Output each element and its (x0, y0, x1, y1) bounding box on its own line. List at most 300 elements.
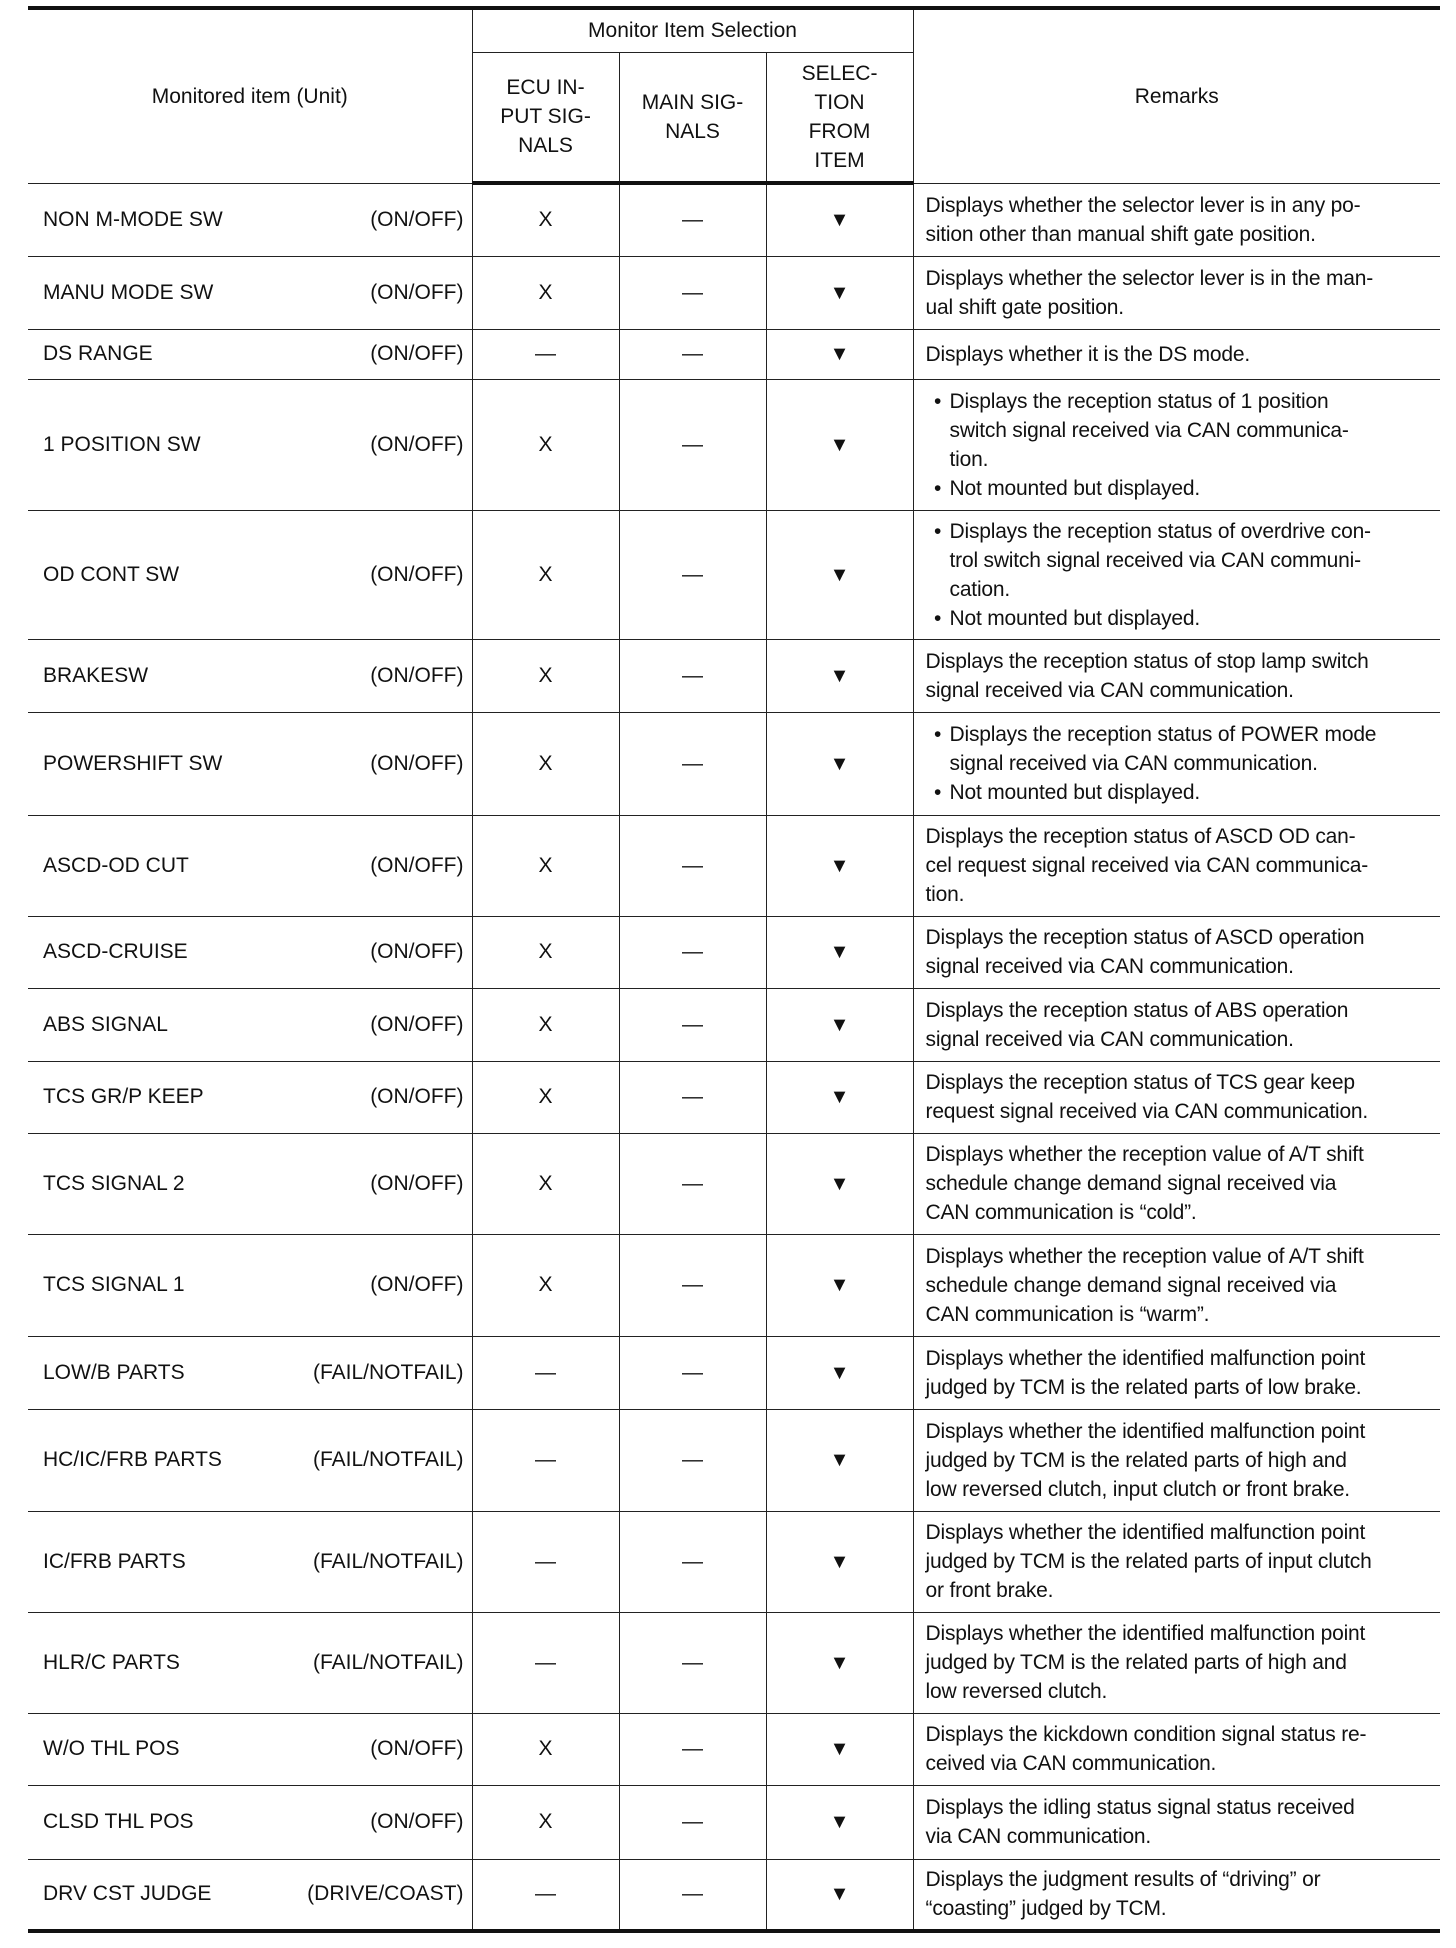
ecu-input-signal-cell: X (472, 916, 619, 988)
table-row (28, 639, 1440, 712)
selection-from-item-cell (766, 1061, 913, 1133)
item-wrap (43, 433, 464, 457)
table-row (28, 510, 1440, 639)
main-signal-cell: — (619, 329, 766, 379)
header-line: MAIN SIG- (641, 90, 744, 114)
ecu-input-signal-cell: X (472, 1133, 619, 1234)
ecu-input-signal-cell: — (472, 1409, 619, 1511)
selection-from-item-cell (766, 1409, 913, 1511)
ecu-input-signal-cell: X (472, 712, 619, 815)
selection-from-item-cell (766, 183, 913, 256)
item-unit: (FAIL/NOTFAIL) (312, 1360, 464, 1384)
bullet-item (926, 517, 1434, 604)
main-signal-cell: — (619, 1785, 766, 1859)
item-name: HLR/C PARTS (43, 1650, 180, 1674)
item-unit: (ON/OFF) (370, 853, 464, 877)
table-row (28, 256, 1440, 329)
item-wrap (43, 664, 464, 688)
item-name: ASCD-CRUISE (43, 940, 188, 963)
monitored-item-cell (28, 988, 472, 1061)
main-signal-cell: — (619, 510, 766, 639)
remark-line: Not mounted but displayed. (949, 476, 1200, 500)
ecu-input-signal-cell: — (472, 329, 619, 379)
remarks-cell (913, 712, 1440, 815)
remark-paragraph (926, 1793, 1434, 1851)
selection-from-item-cell (766, 379, 913, 510)
remark-text (926, 264, 1434, 322)
item-unit: (ON/OFF) (370, 1810, 464, 1833)
remark-paragraph (926, 340, 1434, 369)
remark-text (926, 822, 1434, 909)
down-triangle-icon: ▼ (829, 1274, 850, 1296)
remarks-cell (913, 1133, 1440, 1234)
remark-line: tion. (925, 883, 965, 906)
remark-line: tion. (949, 447, 989, 471)
remark-paragraph (926, 822, 1434, 909)
remarks-cell (913, 1409, 1440, 1511)
remarks-cell (913, 510, 1440, 639)
header-selection-from-item (766, 52, 913, 183)
remark-text (926, 1865, 1434, 1923)
table-row (28, 988, 1440, 1061)
item-wrap (43, 1651, 464, 1675)
remarks-cell (913, 256, 1440, 329)
table-row (28, 183, 1440, 256)
remark-text (950, 387, 1349, 474)
down-triangle-icon: ▼ (829, 1883, 850, 1906)
item-unit: (ON/OFF) (370, 1737, 464, 1760)
remark-text (950, 720, 1377, 778)
remark-text (926, 923, 1434, 981)
ecu-input-signal-cell: — (472, 1859, 619, 1931)
remark-text (926, 1242, 1434, 1329)
ecu-input-signal-cell: X (472, 639, 619, 712)
main-signal-cell: — (619, 256, 766, 329)
item-name: CLSD THL POS (43, 1810, 194, 1833)
remark-line: judged by TCM is the related parts of high and (925, 1448, 1347, 1472)
item-unit: (FAIL/NOTFAIL) (312, 1549, 464, 1573)
main-signal-cell: — (619, 1511, 766, 1612)
item-name: TCS GR/P KEEP (43, 1085, 204, 1108)
item-wrap (43, 1448, 464, 1472)
remark-line: cation. (949, 577, 1011, 601)
remark-text (926, 1068, 1434, 1126)
main-signal-cell: — (619, 1859, 766, 1931)
item-name: BRAKESW (43, 663, 149, 687)
remark-paragraph (926, 1619, 1434, 1706)
main-signal-cell: — (619, 183, 766, 256)
remark-line: signal received via CAN communication. (925, 678, 1294, 702)
item-wrap (43, 854, 464, 878)
remark-line: judged by TCM is the related parts of low brake. (925, 1375, 1362, 1399)
remark-line: Displays the reception status of TCS gear keep (925, 1071, 1355, 1094)
monitored-item-cell (28, 1336, 472, 1409)
selection-from-item-cell (766, 639, 913, 712)
remark-line: Displays the reception status of ASCD OD can- (925, 825, 1356, 848)
monitor-item-table (28, 6, 1440, 1933)
remarks-cell (913, 329, 1440, 379)
selection-from-item-cell (766, 988, 913, 1061)
item-name: 1 POSITION SW (43, 432, 201, 456)
monitored-item-cell (28, 1713, 472, 1785)
remark-line: Displays the reception status of ABS operation (925, 998, 1349, 1022)
selection-from-item-cell (766, 1133, 913, 1234)
remark-line: Displays whether the selector lever is in the man- (925, 266, 1374, 290)
remark-paragraph (926, 996, 1434, 1054)
main-signal-cell: — (619, 712, 766, 815)
remark-paragraph (926, 264, 1434, 322)
remark-text (926, 340, 1434, 369)
header-ecu-input-signals (472, 52, 619, 183)
item-wrap (43, 342, 464, 366)
main-signal-cell: — (619, 1409, 766, 1511)
item-wrap (43, 1273, 464, 1297)
down-triangle-icon: ▼ (829, 563, 850, 586)
ecu-input-signal-cell: — (472, 1612, 619, 1713)
remark-line: or front brake. (925, 1579, 1054, 1602)
remark-paragraph (926, 647, 1434, 705)
remarks-cell (913, 639, 1440, 712)
remark-paragraph (926, 1518, 1434, 1605)
remarks-cell (913, 988, 1440, 1061)
item-unit: (ON/OFF) (370, 432, 464, 456)
remark-text (926, 1140, 1434, 1227)
remark-paragraph (926, 1140, 1434, 1227)
remark-line: Displays whether it is the DS mode. (925, 342, 1250, 366)
remark-paragraph (926, 1720, 1434, 1778)
header-line: NALS (665, 119, 720, 143)
table-row (28, 1133, 1440, 1234)
main-signal-cell: — (619, 1336, 766, 1409)
item-wrap (43, 1810, 464, 1834)
table-row (28, 1234, 1440, 1336)
selection-from-item-cell (766, 1234, 913, 1336)
item-wrap (43, 940, 464, 964)
selection-from-item-cell (766, 1336, 913, 1409)
item-name: TCS SIGNAL 1 (43, 1273, 185, 1296)
ecu-input-signal-cell: X (472, 815, 619, 916)
down-triangle-icon: ▼ (829, 1086, 850, 1108)
main-signal-cell: — (619, 815, 766, 916)
remark-line: Displays whether the identified malfunction point (925, 1419, 1366, 1443)
remarks-cell (913, 183, 1440, 256)
selection-from-item-cell (766, 1713, 913, 1785)
remark-line: ceived via CAN communication. (925, 1752, 1217, 1775)
down-triangle-icon: ▼ (829, 941, 850, 963)
main-signal-cell: — (619, 1133, 766, 1234)
monitored-item-cell (28, 1612, 472, 1713)
item-name: W/O THL POS (43, 1737, 180, 1760)
selection-from-item-cell (766, 329, 913, 379)
main-signal-cell: — (619, 639, 766, 712)
remark-line: Not mounted but displayed. (949, 781, 1200, 804)
monitored-item-cell (28, 1234, 472, 1336)
selection-from-item-cell (766, 510, 913, 639)
item-name: HC/IC/FRB PARTS (43, 1448, 222, 1471)
remarks-cell (913, 1234, 1440, 1336)
remark-line: cel request signal received via CAN communica- (925, 854, 1369, 877)
monitored-item-cell (28, 1859, 472, 1931)
item-unit: (ON/OFF) (370, 207, 464, 231)
remark-line: Not mounted but displayed. (949, 606, 1200, 630)
table-row (28, 1612, 1440, 1713)
selection-from-item-cell (766, 1511, 913, 1612)
header-line: PUT SIG- (500, 105, 591, 129)
table-row (28, 379, 1440, 510)
item-unit: (ON/OFF) (370, 663, 464, 687)
down-triangle-icon: ▼ (829, 1651, 850, 1674)
remark-line: Displays the reception status of overdrive con- (949, 519, 1371, 543)
remark-text (926, 647, 1434, 705)
monitored-item-cell (28, 329, 472, 379)
bullet-item (926, 720, 1434, 778)
item-name: LOW/B PARTS (43, 1360, 185, 1384)
remark-text (926, 996, 1434, 1054)
selection-from-item-cell (766, 712, 913, 815)
monitored-item-cell (28, 1409, 472, 1511)
remark-line: via CAN communication. (925, 1825, 1152, 1848)
down-triangle-icon: ▼ (829, 664, 850, 687)
remark-text (926, 191, 1434, 249)
bullet-item (926, 474, 1434, 503)
remark-line: judged by TCM is the related parts of input clutch (925, 1550, 1372, 1573)
ecu-input-signal-cell: X (472, 1713, 619, 1785)
table-row (28, 712, 1440, 815)
item-wrap (43, 1172, 464, 1196)
remark-line: schedule change demand signal received via (925, 1172, 1337, 1195)
header-main-signals (619, 52, 766, 183)
ecu-input-signal-cell: X (472, 183, 619, 256)
down-triangle-icon: ▼ (829, 1013, 850, 1036)
header-monitored-item: Monitored item (Unit) (28, 8, 472, 183)
remarks-cell (913, 1511, 1440, 1612)
ecu-input-signal-cell: X (472, 1785, 619, 1859)
table-row (28, 329, 1440, 379)
selection-from-item-cell (766, 1785, 913, 1859)
item-unit: (ON/OFF) (370, 1171, 464, 1195)
remark-line: signal received via CAN communication. (925, 1027, 1294, 1051)
remarks-cell (913, 815, 1440, 916)
remark-line: signal received via CAN communication. (949, 752, 1318, 775)
monitored-item-cell (28, 1133, 472, 1234)
remarks-cell (913, 1612, 1440, 1713)
remarks-cell (913, 1713, 1440, 1785)
remark-line: Displays the reception status of ASCD operation (925, 926, 1365, 949)
item-wrap (43, 752, 464, 776)
item-name: TCS SIGNAL 2 (43, 1171, 185, 1195)
item-name: POWERSHIFT SW (43, 751, 223, 775)
header-line: ECU IN- (506, 76, 585, 100)
remark-paragraph (926, 191, 1434, 249)
ecu-input-signal-cell: X (472, 379, 619, 510)
down-triangle-icon: ▼ (829, 854, 850, 877)
remark-line: schedule change demand signal received via (925, 1273, 1337, 1297)
header-monitor-item-selection: Monitor Item Selection (472, 8, 913, 52)
ecu-input-signal-cell: X (472, 1234, 619, 1336)
item-wrap (43, 1361, 464, 1385)
remark-paragraph (926, 923, 1434, 981)
table-row (28, 1409, 1440, 1511)
remark-text (950, 474, 1200, 503)
monitored-item-cell (28, 256, 472, 329)
bullet-item (926, 604, 1434, 633)
bullet-icon: • (933, 723, 942, 746)
monitored-item-cell (28, 1511, 472, 1612)
bullet-item (926, 778, 1434, 807)
item-unit: (ON/OFF) (370, 342, 464, 365)
monitored-item-cell (28, 639, 472, 712)
remark-text (950, 778, 1200, 807)
table-row (28, 1511, 1440, 1612)
selection-from-item-cell (766, 916, 913, 988)
remark-line: Displays whether the reception value of A/T shift (925, 1244, 1364, 1268)
ecu-input-signal-cell: X (472, 256, 619, 329)
remark-line: signal received via CAN communication. (925, 955, 1294, 978)
item-unit: (ON/OFF) (370, 562, 464, 586)
item-unit: (ON/OFF) (370, 280, 464, 304)
selection-from-item-cell (766, 256, 913, 329)
remark-line: trol switch signal received via CAN communi- (949, 548, 1361, 572)
remark-text (950, 604, 1200, 633)
item-unit: (DRIVE/COAST) (307, 1882, 464, 1906)
table-row (28, 815, 1440, 916)
item-name: ASCD-OD CUT (43, 853, 189, 877)
down-triangle-icon: ▼ (829, 1738, 850, 1760)
selection-from-item-cell (766, 1859, 913, 1931)
monitored-item-cell (28, 510, 472, 639)
main-signal-cell: — (619, 379, 766, 510)
item-name: DS RANGE (43, 342, 153, 365)
monitored-item-cell (28, 379, 472, 510)
header-remarks: Remarks (913, 8, 1440, 183)
down-triangle-icon: ▼ (829, 1361, 850, 1384)
header-line: TION (814, 90, 865, 114)
remark-line: “coasting” judged by TCM. (925, 1897, 1167, 1921)
item-name: IC/FRB PARTS (43, 1549, 186, 1573)
remark-paragraph (926, 1242, 1434, 1329)
item-name: DRV CST JUDGE (43, 1882, 212, 1906)
down-triangle-icon: ▼ (829, 209, 850, 232)
bullet-icon: • (933, 476, 942, 500)
item-wrap (43, 563, 464, 587)
item-unit: (FAIL/NOTFAIL) (312, 1448, 464, 1471)
main-signal-cell: — (619, 988, 766, 1061)
remark-paragraph (926, 1417, 1434, 1504)
item-wrap (43, 1085, 464, 1109)
table-row (28, 1061, 1440, 1133)
down-triangle-icon: ▼ (829, 1449, 850, 1471)
remark-line: request signal received via CAN communication. (925, 1100, 1369, 1123)
remark-line: switch signal received via CAN communica- (949, 418, 1349, 442)
item-wrap (43, 1737, 464, 1761)
main-signal-cell: — (619, 1713, 766, 1785)
remark-line: sition other than manual shift gate position. (925, 222, 1316, 246)
item-wrap (43, 281, 464, 305)
item-unit: (ON/OFF) (370, 751, 464, 775)
item-wrap (43, 1882, 464, 1906)
remark-line: Displays the reception status of 1 position (949, 389, 1329, 413)
remark-line: Displays the idling status signal status received (925, 1796, 1355, 1819)
remark-line: Displays whether the selector lever is in any po- (925, 193, 1361, 217)
down-triangle-icon: ▼ (829, 1811, 850, 1833)
remark-paragraph (926, 1865, 1434, 1923)
remark-paragraph (926, 1344, 1434, 1402)
selection-from-item-cell (766, 1612, 913, 1713)
remark-line: ual shift gate position. (925, 295, 1124, 319)
remark-line: low reversed clutch. (925, 1680, 1108, 1703)
item-unit: (ON/OFF) (370, 940, 464, 963)
remark-line: Displays whether the reception value of A/T shift (925, 1143, 1364, 1166)
table-row (28, 1713, 1440, 1785)
monitored-item-cell (28, 916, 472, 988)
remark-line: CAN communication is “warm”. (925, 1302, 1210, 1326)
remark-line: judged by TCM is the related parts of high and (925, 1651, 1347, 1674)
remark-line: Displays whether the identified malfunction point (925, 1346, 1366, 1370)
main-signal-cell: — (619, 1234, 766, 1336)
remark-text (926, 1344, 1434, 1402)
remarks-cell (913, 379, 1440, 510)
remark-text (926, 1793, 1434, 1851)
ecu-input-signal-cell: X (472, 1061, 619, 1133)
selection-from-item-cell (766, 815, 913, 916)
bullet-icon: • (933, 781, 942, 804)
ecu-input-signal-cell: X (472, 510, 619, 639)
main-signal-cell: — (619, 1061, 766, 1133)
main-signal-cell: — (619, 1612, 766, 1713)
item-wrap (43, 1550, 464, 1574)
down-triangle-icon: ▼ (829, 1550, 850, 1573)
table-row (28, 1859, 1440, 1931)
header-line: SELEC- (801, 61, 878, 85)
table-row (28, 916, 1440, 988)
bullet-icon: • (933, 389, 942, 413)
down-triangle-icon: ▼ (829, 433, 850, 456)
item-name: ABS SIGNAL (43, 1012, 168, 1036)
bullet-icon: • (933, 606, 942, 630)
remark-line: Displays whether the identified malfunction point (925, 1622, 1366, 1645)
remark-text (926, 1619, 1434, 1706)
header-line: NALS (518, 134, 573, 158)
bullet-item (926, 387, 1434, 474)
item-unit: (ON/OFF) (370, 1273, 464, 1296)
remark-text (926, 1720, 1434, 1778)
down-triangle-icon: ▼ (829, 343, 850, 365)
header-line: FROM (808, 119, 871, 143)
item-name: MANU MODE SW (43, 280, 214, 304)
remark-line: Displays the judgment results of “driving” or (925, 1868, 1321, 1892)
item-name: NON M-MODE SW (43, 207, 223, 231)
remark-paragraph (926, 1068, 1434, 1126)
item-name: OD CONT SW (43, 562, 180, 586)
remark-line: Displays the reception status of stop lamp switch (925, 649, 1369, 673)
remark-text (926, 1417, 1434, 1504)
monitored-item-cell (28, 815, 472, 916)
remark-line: CAN communication is “cold”. (925, 1201, 1197, 1224)
item-unit: (ON/OFF) (370, 1012, 464, 1036)
monitored-item-cell (28, 712, 472, 815)
item-unit: (FAIL/NOTFAIL) (312, 1650, 464, 1674)
remark-line: Displays the reception status of POWER mode (949, 723, 1377, 746)
header-line: ITEM (814, 148, 865, 172)
remark-line: Displays whether the identified malfunction point (925, 1521, 1366, 1544)
table-row (28, 1336, 1440, 1409)
item-wrap (43, 1013, 464, 1037)
monitored-item-cell (28, 1785, 472, 1859)
remarks-cell (913, 1061, 1440, 1133)
down-triangle-icon: ▼ (829, 1172, 850, 1195)
remarks-cell (913, 916, 1440, 988)
bullet-icon: • (933, 519, 942, 543)
